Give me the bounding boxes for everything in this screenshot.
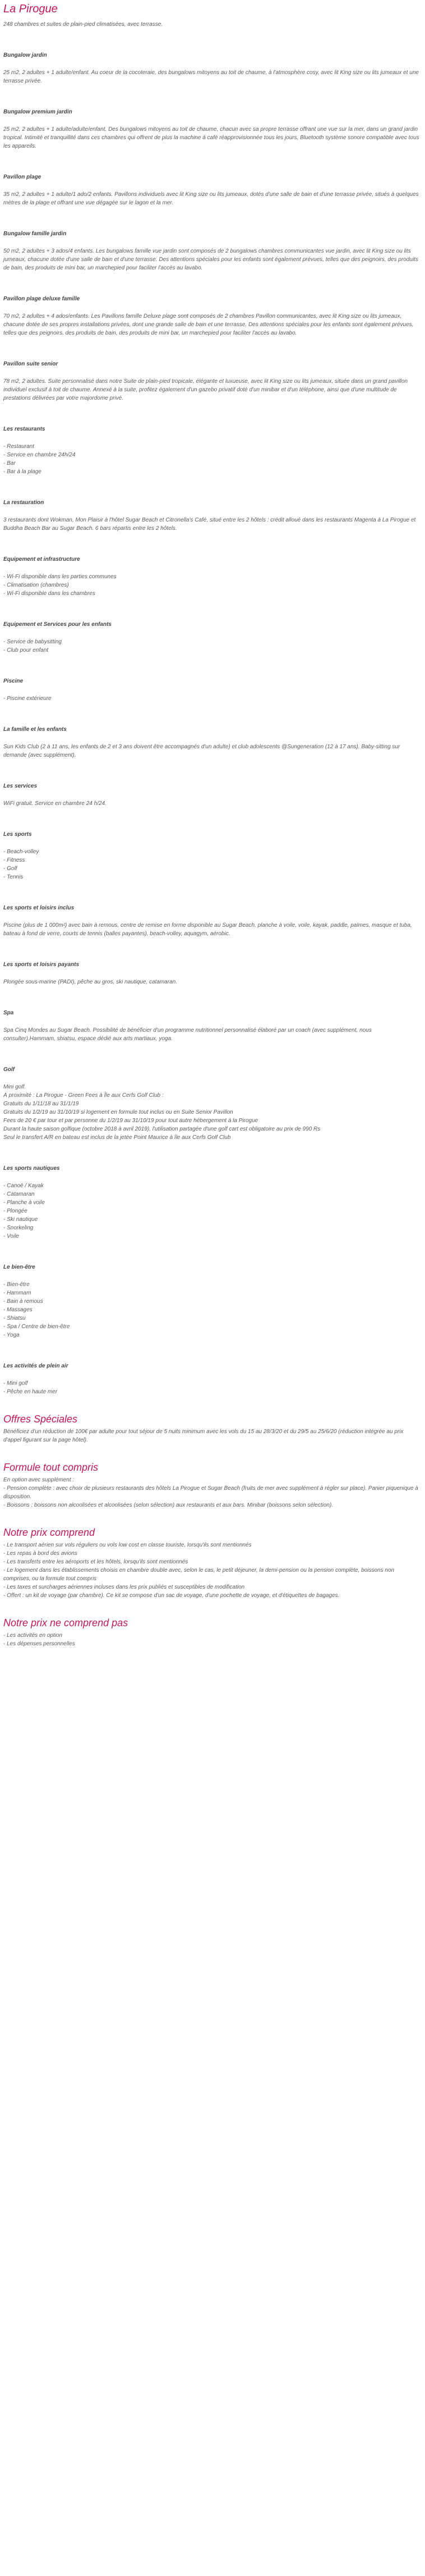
list-item: - Les activités en option [3, 1632, 63, 1639]
list-item: - Tennis [3, 874, 24, 880]
room-description: 50 m2, 2 adultes + 3 ados/4 enfants. Les bungalows famille vue jardin sont composés de 2 bungalows chambres communicantes vue jardin, avec lit King size ou lits jumeaux, chacune dotée d'une salle de bain et d'une terrasse. Des attentions spéciales pour les enfants sont également prévues, telles que des peignoirs, des produits de bain, des produits de mini bar, un marchepied pour faciliter l'accès au lavabo. [3, 248, 418, 271]
info-section [3, 498, 422, 533]
section-list [3, 1182, 422, 1241]
room-description: 25 m2, 2 adultes + 1 adulte/adulte/enfant. Des bungalows mitoyens au toit de chaume, chacun avec sa propre terrasse offrant une vue sur la mer, dans un grand jardin tropical. Intimité et tranquillité dans ces chambres qui offrent de plus la machine à café réapprovisionnée tous les jours, Bluetooth système sonore compatible avec tous les appareils. [3, 126, 419, 149]
list-item: - Catamaran [3, 1191, 35, 1197]
list-item: En option avec supplément : [3, 1477, 75, 1483]
section-heading: La famille et les enfants [3, 726, 67, 733]
section-list [3, 694, 422, 703]
room-description: 25 m2, 2 adultes + 1 adulte/enfant. Au coeur de la cocoteraie, des bungalows mitoyens au toit de chaume, à l'atmosphère cosy, avec lit King size ou lits jumeaux et une terrasse privée. [3, 70, 419, 84]
room-heading: Pavillon plage deluxe famille [3, 296, 80, 302]
all-inclusive-list [3, 1476, 422, 1509]
info-section [3, 1362, 422, 1396]
list-item: - Ski nautique [3, 1216, 38, 1223]
room-heading: Pavillon suite senior [3, 361, 58, 367]
list-item: - Climatisation (chambres) [3, 582, 69, 588]
list-item: - Snorkeling [3, 1225, 34, 1231]
info-section [3, 1009, 422, 1043]
list-item: - Wi-Fi disponible dans les chambres [3, 591, 95, 597]
info-section [3, 725, 422, 759]
section-heading: Les services [3, 783, 38, 789]
list-item: - Bar [3, 460, 16, 466]
room-section [3, 295, 422, 337]
room-heading: Bungalow jardin [3, 52, 47, 58]
section-heading: Les restaurants [3, 426, 45, 432]
price-includes-heading: Notre prix comprend [3, 1527, 95, 1538]
list-item: - Offert : un kit de voyage (par chambre). Ce kit se compose d'un sac de voyage, d'une pochette de voyage, et d'étiquettes de bagages. [3, 1593, 340, 1599]
section-heading: Piscine [3, 678, 24, 684]
text-line: Gratuits du 1/2/19 au 31/10/19 si logement en formule tout inclus ou en Suite Senior Pavillon [3, 1109, 233, 1115]
room-heading: Bungalow premium jardin [3, 109, 72, 115]
text-line: À proximité : La Pirogue - Green Fees à Île aux Cerfs Golf Club : [3, 1092, 164, 1099]
text-line: Seul le transfert A/R en bateau est inclus de la jetée Point Maurice à île aux Cerfs Golf Club [3, 1134, 231, 1141]
info-section [3, 904, 422, 938]
text-line: Fees de 20 € par tour et par personne du 1/2/19 au 31/10/19 pour tout autre hébergement à la Pirogue [3, 1118, 258, 1124]
list-item: - Service en chambre 24h/24 [3, 452, 76, 458]
info-section [3, 830, 422, 881]
section-heading: La restauration [3, 500, 44, 506]
section-list [3, 638, 422, 655]
room-description: 35 m2, 2 adultes + 1 adulte/1 ado/2 enfants. Pavillons individuels avec lit King size ou lits jumeaux, dotés d'une salle de bain et d'une terrasse privée, situés à quelques mètres de la plage et offrant une vue dégagée sur le lagon et la mer. [3, 191, 419, 206]
list-item: - Pêche en haute mer [3, 1389, 58, 1395]
info-section [3, 620, 422, 655]
list-item: - Hammam [3, 1290, 31, 1296]
info-section [3, 1263, 422, 1339]
section-list [3, 1379, 422, 1396]
info-section [3, 1065, 422, 1142]
list-item: - Le logement dans les établissements choisis en chambre double avec, selon le cas, le petit déjeuner, la demi-pension ou la pension complète, boissons non comprises, ou la formule tout compris [3, 1567, 395, 1582]
text-line: Durant la haute saison golfique (octobre 2018 à avril 2019), l'utilisation partagée d'une golf cart est obligatoire au prix de 990 Rs [3, 1126, 321, 1132]
list-item: - Shiatsu [3, 1315, 26, 1321]
section-heading: Les sports [3, 831, 32, 838]
section-list [3, 442, 422, 476]
section-heading: Equipement et infrastructure [3, 556, 80, 562]
list-item: - Les repas à bord des avions [3, 1550, 77, 1557]
price-includes-list [3, 1541, 422, 1600]
list-item: - Wi-Fi disponible dans les parties communes [3, 574, 117, 580]
section-heading: Golf [3, 1067, 15, 1073]
info-sections [3, 425, 422, 1396]
info-section [3, 555, 422, 598]
text-line: Gratuits du 1/11/18 au 31/1/19 [3, 1101, 79, 1107]
section-text: Piscine (plus de 1 000m²) avec bain à remous, centre de remise en forme disponible au Sugar Beach, planche à voile, voile, kayak, paddle, palmes, masque et tuba, bateau à fond de verre, courts de tennis (balles payantes), beach-volley, aquagym, aérobic. [3, 922, 412, 937]
section-text: Spa Cinq Mondes au Sugar Beach. Possibilité de bénéficier d'un programme nutritionnel personnalisé élaboré par un coach (avec supplément, nous consulter).Hammam, shiatsu, espace dédié aux arts martiaux, yoga. [3, 1027, 372, 1042]
section-heading: Les sports et loisirs inclus [3, 905, 75, 911]
room-description: 78 m2, 2 adultes. Suite personnalisé dans notre Suite de plain-pied tropicale, élégante et luxueuse, avec lit King size ou lits jumeaux, située dans un grand pavillon individuel exclusif à toit de chaume. Annexé à la suite, profitez également d'un gazebo privatif doté d'un minibar et d'un téléphone, ainsi que d'une multitude de prestations délivrées par votre majordome privé. [3, 378, 408, 401]
info-section [3, 677, 422, 703]
list-item: - Les dépenses personnelles [3, 1641, 75, 1647]
list-item: - Mini golf [3, 1380, 28, 1387]
list-item: - Piscine extérieure [3, 696, 52, 702]
section-heading: Equipement et Services pour les enfants [3, 621, 112, 628]
room-description: 70 m2, 2 adultes + 4 ados/enfants. Les Pavillons famille Deluxe plage sont composés de 2 chambres Pavillon communicantes, avec lit King size ou lits jumeaux, chacune dotée de ses propres installations privées, dont une grande salle de bain et une terrasse. Des attentions spéciales pour les enfants sont également prévues, telles que des peignoirs, des produits de bain, des produits de mini bar, un marchepied pour faciliter l'accès au lavabo. [3, 313, 414, 336]
room-section [3, 51, 422, 85]
section-heading: Les sports et loisirs payants [3, 962, 80, 968]
info-section [3, 1164, 422, 1241]
info-section [3, 960, 422, 986]
list-item: - Bar à la plage [3, 469, 41, 475]
list-item: - Voile [3, 1233, 19, 1239]
list-item: - Yoga [3, 1332, 20, 1338]
list-item: - Pension complète : avec choix de plusieurs restaurants des hôtels La Pirogue et Sugar Beach (fruits de mer avec supplément à régler sur place). Panier piquenique à disposition. [3, 1485, 418, 1500]
room-section [3, 360, 422, 402]
list-item: - Les transferts entre les aéroports et les hôtels, lorsqu'ils sont mentionnés [3, 1559, 188, 1565]
price-excludes-list [3, 1631, 422, 1648]
list-item: - Club pour enfant [3, 647, 49, 653]
section-heading: Les activités de plein air [3, 1363, 68, 1369]
section-heading: Spa [3, 1010, 14, 1016]
section-text: Sun Kids Club (2 à 11 ans, les enfants de 2 et 3 ans doivent être accompagnés d'un adulte) et club adolescents @Sungeneration (12 à 17 ans). Baby-sitting sur demande (avec supplément). [3, 744, 400, 758]
price-excludes-heading: Notre prix ne comprend pas [3, 1617, 128, 1628]
section-list [3, 1280, 422, 1339]
room-heading: Pavillon plage [3, 174, 41, 180]
section-heading: Les sports nautiques [3, 1165, 60, 1172]
special-offers-heading: Offres Spéciales [3, 1413, 78, 1425]
price-excludes-section [3, 1617, 422, 1648]
list-item: - Le transport aérien sur vols réguliers ou vols low cost en classe touriste, lorsqu'ils sont mentionnés [3, 1542, 252, 1548]
section-list [3, 848, 422, 881]
room-list [3, 51, 422, 402]
room-section [3, 108, 422, 150]
section-text: Plongée sous-marine (PADI), pêche au gros, ski nautique, catamaran. [3, 979, 177, 985]
section-text: WiFi gratuit. Service en chambre 24 h/24. [3, 800, 107, 807]
room-section [3, 173, 422, 207]
intro-text: 248 chambres et suites de plain-pied climatisées, avec terrasse. [3, 21, 163, 28]
list-item: - Beach-volley [3, 849, 39, 855]
room-section [3, 230, 422, 272]
list-item: - Golf [3, 866, 17, 872]
room-heading: Bungalow famille jardin [3, 231, 67, 237]
info-section [3, 425, 422, 476]
section-text: 3 restaurants dont Wokman, Mon Plaisir à l'hôtel Sugar Beach et Citronella's Café, situé entre les 2 hôtels : crédit alloué dans les restaurants Magenta à La Pirogue et Buddha Beach Bar au Sugar Beach. 6 bars répartis entre les 2 hôtels. [3, 517, 416, 532]
list-item: - Canoë / Kayak [3, 1183, 44, 1189]
special-offers-section [3, 1413, 422, 1444]
section-list [3, 573, 422, 598]
list-item: - Planche à voile [3, 1200, 45, 1206]
section-lines [3, 1083, 422, 1142]
list-item: - Service de babysitting [3, 639, 62, 645]
list-item: - Massages [3, 1307, 33, 1313]
list-item: - Spa / Centre de bien-être [3, 1324, 70, 1330]
list-item: - Restaurant [3, 443, 35, 450]
list-item: - Plongée [3, 1208, 27, 1214]
text-line: Mini golf. [3, 1084, 26, 1090]
all-inclusive-section [3, 1461, 422, 1509]
info-section [3, 782, 422, 808]
price-includes-section [3, 1526, 422, 1600]
special-offers-text: Bénéficiez d'un réduction de 100€ par adulte pour tout séjour de 5 nuits minimum avec les vols du 15 au 28/3/20 et du 29/5 au 25/6/20 (réduction intégrée au prix d'appel figurant sur la page hôtel). [3, 1429, 404, 1443]
list-item: - Boissons : boissons non alcoolisées et alcoolisées (selon sélection) aux restaurants et aux bars. Minibar (boissons selon sélection). [3, 1502, 334, 1508]
list-item: - Fitness [3, 857, 25, 863]
list-item: - Bien-être [3, 1282, 30, 1288]
list-item: - Bain à remous [3, 1298, 43, 1305]
list-item: - Les taxes et surcharges aériennes incluses dans les prix publiés et susceptibles de modification [3, 1584, 245, 1590]
page-title: La Pirogue [3, 3, 58, 15]
section-heading: Le bien-être [3, 1264, 35, 1270]
all-inclusive-heading: Formule tout compris [3, 1462, 99, 1473]
